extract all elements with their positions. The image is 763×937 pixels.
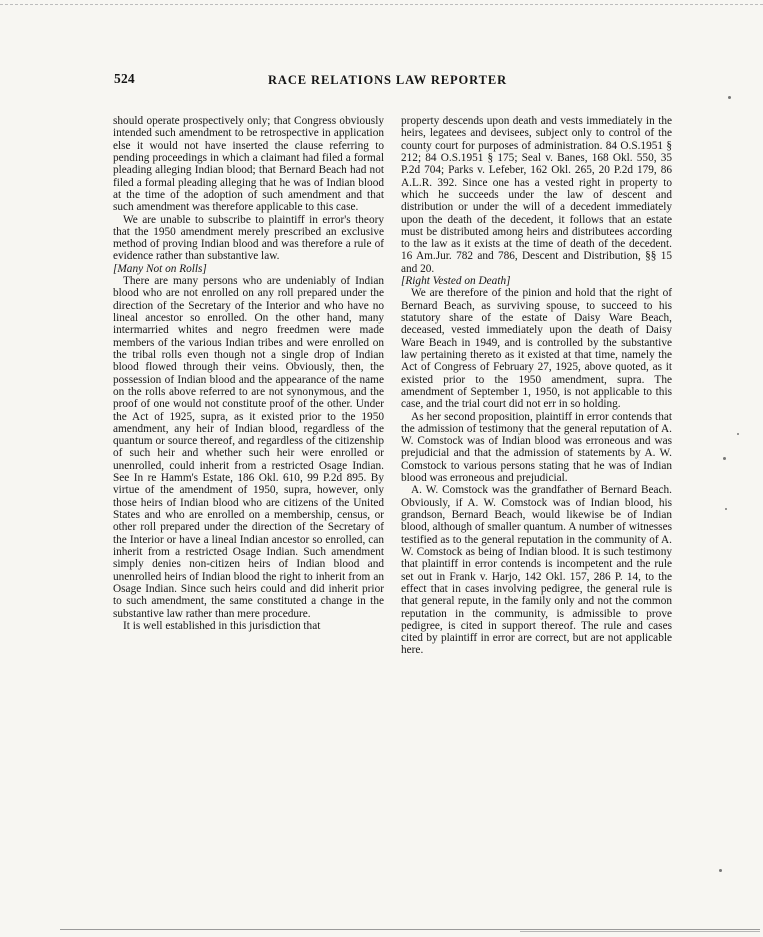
top-edge-dashes bbox=[0, 4, 763, 5]
left-paragraph-3: There are many persons who are undeniably of Indian blood who are not enrolled on any roll prepared under the direction of the Secretary of the Interior and who have no lineal ancestor so enrolled. On the other hand, many intermarried whites and negro freedmen were made members of the various Indian tribes and were enrolled on the tribal rolls even though not a single drop of Indian blood flowed through their veins. Obviously, then, the possession of Indian blood and the appearance of the name on the rolls above referred to are not synonymous, and the proof of one would not constitute proof of the other. Under the Act of 1925, supra, as it existed prior to the 1950 amendment, any heir of Indian blood, regardless of the quantum or source thereof, and regardless of the citizenship of such heir and whether such heir were enrolled or unenrolled, could inherit from a restricted Osage Indian. See In re Hamm's Estate, 186 Okl. 610, 99 P.2d 895. By virtue of the amendment of 1950, supra, however, only those heirs of Indian blood who are citizens of the United States and who are enrolled on a membership, census, or other roll prepared under the direction of the Secretary of the Interior or have a lineal Indian ancestor so enrolled, can inherit from a restricted Osage Indian. Such amendment simply denies non-citizen heirs of Indian blood and unenrolled heirs of Indian blood the right to inherit from an Osage Indian. Since such heirs could and did inherit prior to such amendment, the same constituted a change in the substantive law rather than mere procedure. bbox=[113, 275, 384, 620]
left-paragraph-4: It is well established in this jurisdiction that bbox=[123, 619, 321, 632]
running-title: RACE RELATIONS LAW REPORTER bbox=[268, 73, 508, 87]
right-paragraph-3: As her second proposition, plaintiff in error contends that the admission of testimony that the general reputation of A. W. Comstock was of Indian blood was erroneous and was prejudicial and that the admission of statements by A. W. Comstock to various persons stating that he was of Indian blood was erroneous and prejudicial. bbox=[401, 410, 672, 485]
right-paragraph-4: A. W. Comstock was the grandfather of Bernard Beach. Obviously, if A. W. Comstock was of Indian blood, his grandson, Bernard Beach, would likewise be of Indian blood, although of smaller quantum. A number of witnesses testified as to the general reputation in the community of A. W. Comstock as being of Indian blood. It is such testimony that plaintiff in error contends is incompetent and the rule set out in Frank v. Harjo, 142 Okl. 157, 286 P. 14, to the effect that in cases involving pedigree, the general rule is that general repute, in the family only and not the common reputation in the community, is admissible to prove pedigree, is cited in support thereof. The rule and cases cited by plaintiff in error are correct, but are not applicable here. bbox=[401, 484, 672, 657]
right-column bbox=[401, 115, 672, 657]
scan-speck bbox=[723, 457, 726, 460]
section-heading-right-vested-on-death: [Right Vested on Death] bbox=[401, 275, 511, 288]
scan-speck bbox=[719, 869, 722, 872]
bottom-edge-rule bbox=[60, 929, 760, 930]
scan-speck bbox=[725, 508, 727, 510]
bottom-edge-rule-2 bbox=[520, 931, 760, 932]
right-paragraph-2: We are therefore of the pinion and hold that the right of Bernard Beach, as surviving spouse, to succeed to his statutory share of the estate of Daisy Ware Beach, deceased, vested immediately upon the death of Daisy Ware Beach in 1949, and is controlled by the substantive law pertaining thereto as it existed at that time, namely the Act of Congress of February 27, 1925, above quoted, as it existed prior to the 1950 amendment, supra. The amendment of September 1, 1950, is not applicable to this case, and the trial court did not err in so holding. bbox=[401, 287, 672, 411]
page-number: 524 bbox=[114, 71, 135, 86]
scan-speck bbox=[728, 96, 731, 99]
right-paragraph-1: property descends upon death and vests immediately in the heirs, legatees and devisees, subject only to control of the county court for purposes of administration. 84 O.S.1951 § 212; 84 O.S.1951 § 175; Seal v. Banes, 168 Okl. 550, 35 P.2d 704; Parks v. Lefeber, 162 Okl. 265, 20 P.2d 179, 86 A.L.R. 392. Since one has a vested right in property to which he succeeds under the law of descent and distribution or under the will of a decedent immediately upon the death of the decedent, it follows that an estate must be distributed among heirs and distributees according to the law as it exists at the time of death of the decedent. 16 Am.Jur. 782 and 786, Descent and Distribution, §§ 15 and 20. bbox=[401, 115, 672, 275]
scan-speck bbox=[737, 433, 739, 435]
left-paragraph-1: should operate prospectively only; that Congress obviously intended such amendment to be retrospective in application else it would not have inserted the clause referring to pending proceedings in which a claimant had filed a formal pleading alleging Indian blood; that Bernard Beach had not filed a formal pleading alleging that he was of Indian blood at the time of the adoption of such amendment and that such amendment was therefore applicable to this case. bbox=[113, 115, 384, 214]
section-heading-many-not-on-rolls: [Many Not on Rolls] bbox=[113, 262, 207, 275]
left-column bbox=[113, 115, 384, 632]
left-paragraph-2: We are unable to subscribe to plaintiff in error's theory that the 1950 amendment merely prescribed an exclusive method of proving Indian blood and was therefore a rule of evidence rather than substantive law. bbox=[113, 213, 384, 263]
